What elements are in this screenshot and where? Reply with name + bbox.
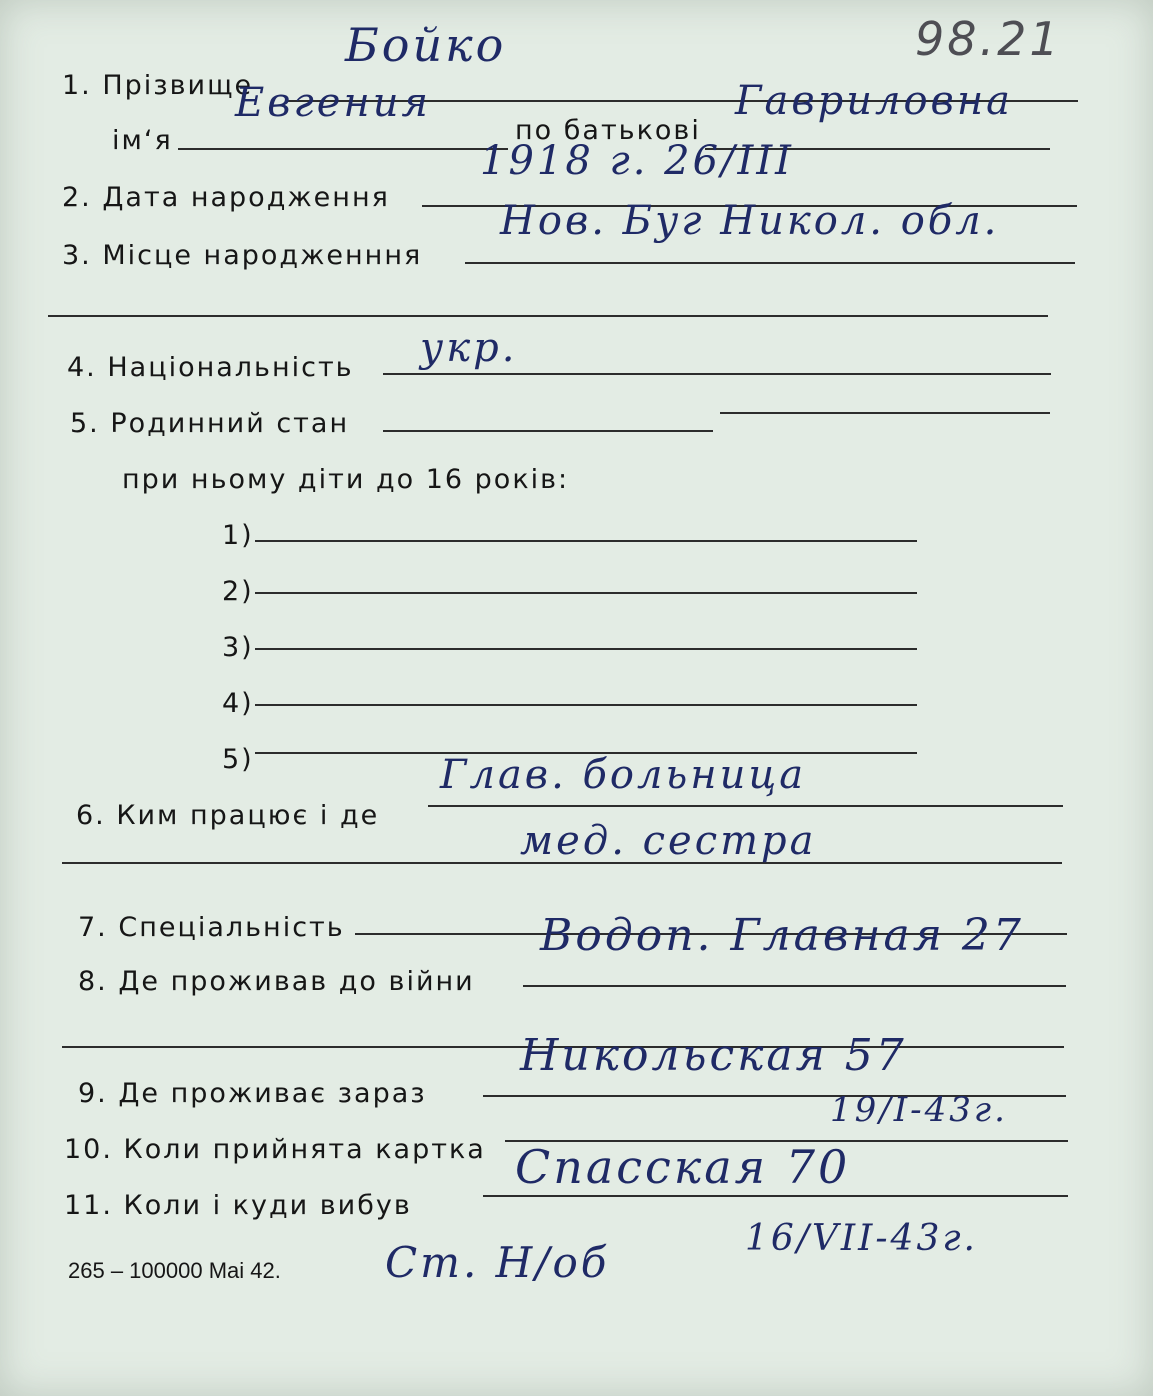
label-family-status: 5. Родинний стан [70,408,350,439]
print-code: 265 – 100000 Mai 42. [68,1258,281,1283]
label-first-name: ім‘я [112,125,173,156]
line-nationality [383,373,1051,375]
line-family-status-b [720,412,1050,414]
value-current-address: Никольская 57 [520,1030,907,1081]
label-nationality: 4. Національність [67,352,354,383]
child-slot-label: 5) [222,744,254,775]
label-card-accepted: 10. Коли прийнята картка [64,1134,486,1165]
child-slot-line [255,648,917,650]
child-slot-line [255,540,917,542]
child-slot-label: 4) [222,688,254,719]
value-nationality: укр. [420,325,518,371]
value-first-name: Евгения [235,80,431,126]
line-first-name [178,148,508,150]
value-card-accepted: 19/I-43г. [830,1090,1008,1130]
value-birth-date: 1918 г. 26/III [480,138,794,184]
child-slot-label: 3) [222,632,254,663]
value-surname: Бойко [345,18,507,72]
label-current-address: 9. Де проживає зараз [78,1078,427,1109]
value-departed-note: Ст. Н/об [385,1238,610,1287]
child-slot-label: 2) [222,576,254,607]
child-slot-line [255,592,917,594]
value-workplace: Глав. больница [440,752,807,798]
line-workplace [428,805,1063,807]
value-patronymic: Гавриловна [735,78,1014,124]
child-slot-label: 1) [222,520,254,551]
line-prewar-address [523,985,1066,987]
line-departed [483,1195,1068,1197]
line-family-status-a [383,430,713,432]
label-birth-place: 3. Місце народженння [62,240,423,271]
label-specialty: 7. Спеціальність [78,912,345,943]
card-number: 98.21 [915,12,1062,66]
value-birth-place: Нов. Буг Никол. обл. [500,198,1000,244]
label-children: при ньому діти до 16 років: [122,464,570,495]
value-position: мед. сестра [520,818,817,864]
line-birth-place [465,262,1075,264]
label-departed: 11. Коли і куди вибув [64,1190,412,1221]
label-workplace: 6. Ким працює і де [76,800,380,831]
value-departed-date: 16/VII-43г. [745,1218,978,1259]
line-birth-place-extra [48,315,1048,317]
label-surname: 1. Прізвище [62,70,254,101]
value-departed-to: Спасская 70 [515,1140,851,1194]
label-prewar-address: 8. Де проживав до війни [78,966,475,997]
value-prewar-address: Водоп. Главная 27 [540,910,1024,961]
label-birth-date: 2. Дата народження [62,182,390,213]
label-patronymic: по батькові [515,115,701,146]
child-slot-line [255,704,917,706]
